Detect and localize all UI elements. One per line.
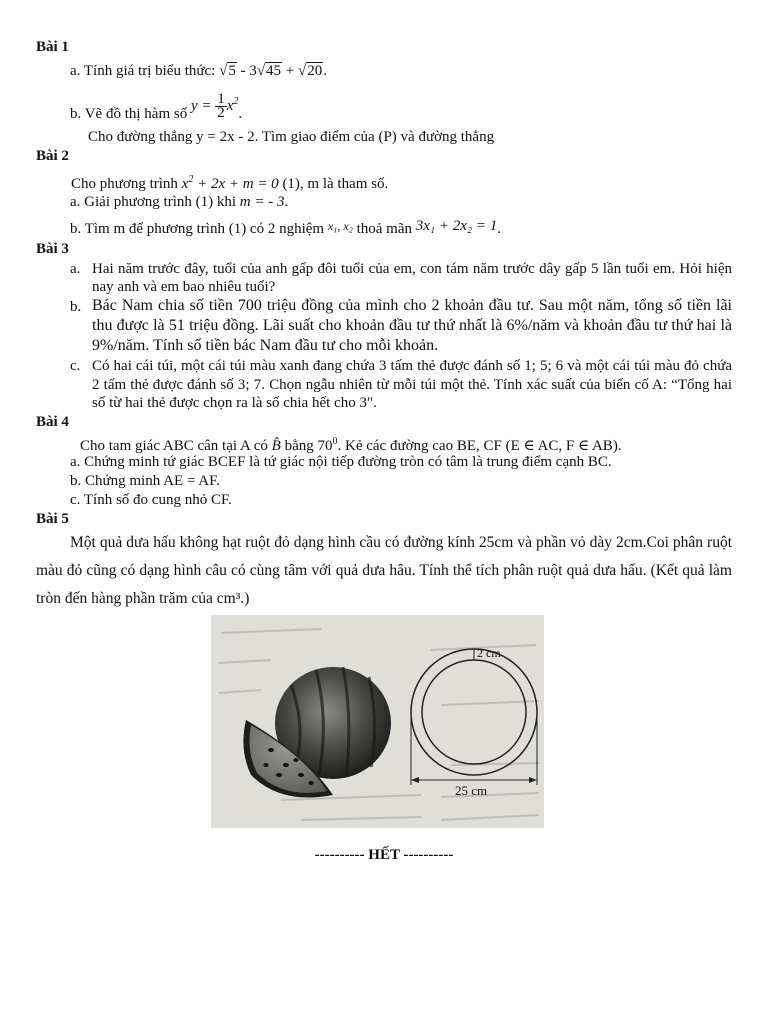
bai-2-intro: Cho phương trình $x^2 + 2x + m = 0$ (1), m là tham số. xyxy=(71,174,389,192)
diameter-label: 25 cm xyxy=(455,783,488,798)
section-title-bai-2: Bài 2 xyxy=(36,148,69,164)
thickness-label: 2 cm xyxy=(477,646,501,660)
bai-4-intro: Cho tam giác ABC cân tại A có B̂ bằng $70^0$. Kẻ các đường cao BE, CF (E ∈ AC, F ∈ AB). xyxy=(80,436,622,454)
section-title-bai-1: Bài 1 xyxy=(36,39,69,55)
bai-3-marker-a: a. xyxy=(70,261,81,277)
bai-2-question-a: a. Giải phương trình (1) khi m = - 3. xyxy=(70,194,289,210)
bai-4-question-c: c. Tính số đo cung nhỏ CF. xyxy=(70,492,232,508)
bai-3-question-a: Hai năm trước đây, tuổi của anh gấp đôi tuổi của em, con tám năm trước dây gấp 5 lần tuổi em. Hỏi hiện nay anh và em bao nhiêu tuổi? xyxy=(92,261,732,295)
bai-5-problem-text: Một quả dưa hấu không hạt ruột đỏ dạng hình cầu có đường kính 25cm và phần vỏ dày 2cm.Coi phân ruột màu đỏ cũng có dạng hình câu có cùng tâm với quả dưa hâu. Tính thể tích phân ruột quả dưa hấu. (Kết quả làm tròn đến hàng phần trăm của cm³.) xyxy=(36,534,732,607)
bai-1-question-b-line-2: Cho đường thẳng y = 2x - 2. Tìm giao điểm của (P) và đường thẳng xyxy=(88,129,495,145)
section-title-bai-5: Bài 5 xyxy=(36,511,69,527)
watermelon-figure xyxy=(211,615,544,828)
bai-2-roots: x₁, x₂ xyxy=(327,219,353,233)
end-marker: ---------- HẾT ---------- xyxy=(314,847,454,863)
section-title-bai-3: Bài 3 xyxy=(36,241,69,257)
bai-2-a-condition: m = - 3 xyxy=(239,194,285,210)
bai-1-a-expression: √5 - 3√45 + √20 xyxy=(219,63,323,79)
bai-2-root-condition: 3x₁ + 2x₂ = 1 xyxy=(415,218,498,234)
bai-3-marker-b: b. xyxy=(70,299,82,315)
bai-3-marker-c: c. xyxy=(70,358,81,374)
bai-4-question-b: b. Chứng minh AE = AF. xyxy=(70,473,220,489)
bai-1-b-prefix: b. Vẽ đồ thị hàm số xyxy=(70,106,188,122)
bai-3-question-b: Bác Nam chia số tiền 700 triệu đồng của mình cho 2 khoản đầu tư. Sau một năm, tổng số tiền lãi thu được là 51 triệu đồng. Lãi suất cho khoản đầu tư thứ nhất là 6%/năm và khoản đầu tư thứ hai là 9%/năm. Tính số tiền bác Nam đầu tư cho mỗi khoản. xyxy=(92,297,732,354)
bai-1-b-function: y = $\frac{1}{2}$ $x^2$ xyxy=(190,91,239,122)
bai-2-equation: $x^2 + 2x + m = 0$ xyxy=(181,174,279,192)
section-title-bai-4: Bài 4 xyxy=(36,414,69,430)
bai-1-question-b: b. Vẽ đồ thị hàm số y = $\frac{1}{2}$ $x^2$. xyxy=(70,91,243,122)
bai-4-question-a: a. Chứng minh tứ giác BCEF là tứ giác nội tiếp đường tròn có tâm là trung điểm cạnh BC. xyxy=(70,454,612,470)
bai-1-question-a: a. Tính giá trị biểu thức: √5 - 3√45 + √20. xyxy=(70,63,327,79)
angle-b-symbol: B̂ xyxy=(271,438,281,454)
bai-3-question-c: Có hai cái túi, một cái túi màu xanh đang chứa 3 tấm thẻ được đánh số 1; 5; 6 và một cái túi màu đỏ chứa 2 tấm thẻ được đánh số 3; 7. Chọn ngẫu nhiên từ mỗi túi một thẻ. Tính xác suất của biến cố A: “Tổng hai số từ hai thẻ được chọn ra là số chia hết cho 3". xyxy=(92,358,732,411)
bai-2-question-b: b. Tìm m để phương trình (1) có 2 nghiệm $^{x_1, x_2}$ thoả mãn 3x₁ + 2x₂ = 1. xyxy=(70,218,501,237)
bai-1-a-prefix: a. Tính giá trị biểu thức: xyxy=(70,63,216,79)
